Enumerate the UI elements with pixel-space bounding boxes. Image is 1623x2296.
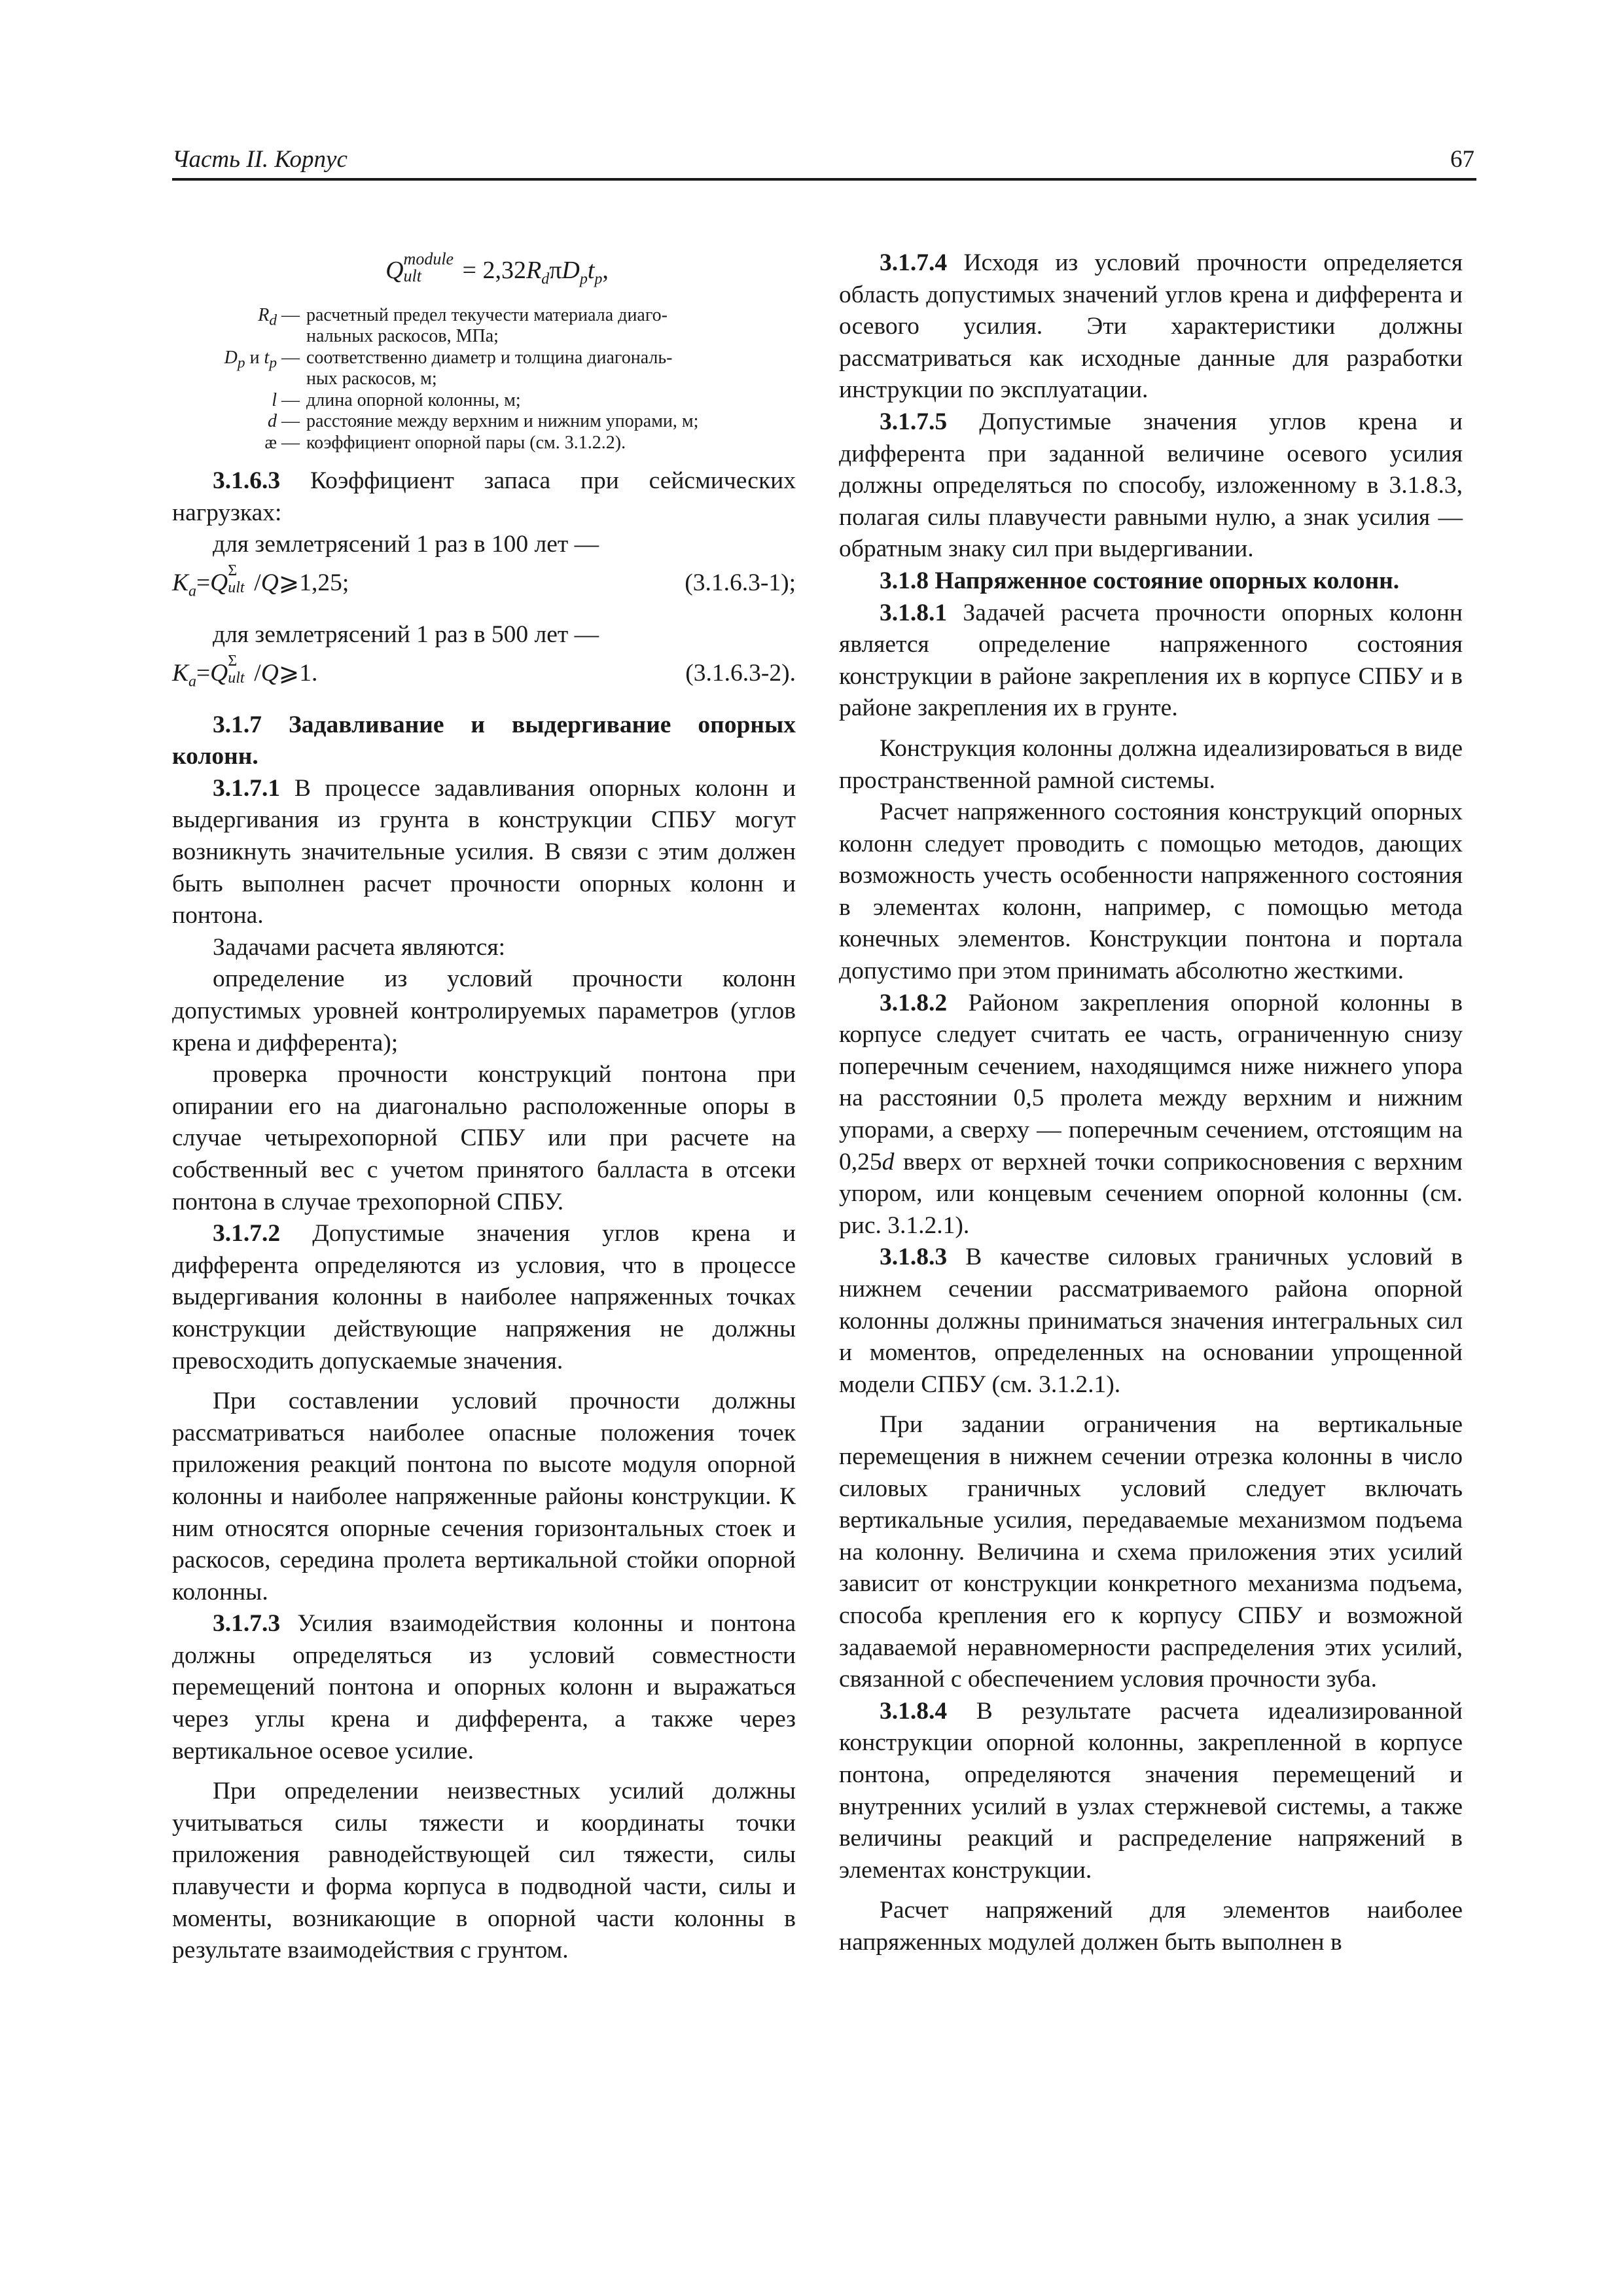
legend-item-d: d — расстояние между верхним и нижним упорами, м; [268, 411, 699, 432]
paragraph-stress-modules: Расчет напряжений для элементов наиболее напряженных модулей должен быть выполнен в [839, 1897, 1463, 1956]
section-heading-3-1-8: 3.1.8 Напряженное состояние опорных колонн. [880, 567, 1400, 594]
running-header [172, 145, 1474, 178]
paragraph-task-2: проверка прочности конструкций понтона при опирании его на диагонально расположенные опоры в случае четырехопорной СПБУ или при расчете на собственный вес с учетом принятого балласта в отсеки понтона в случае трехопорной СПБУ. [172, 1061, 796, 1215]
equation-number: (3.1.6.3-2). [685, 659, 796, 687]
right-column [839, 247, 1463, 1958]
formula-legend [172, 305, 796, 454]
paragraph-3-1-7-5: 3.1.7.5 Допустимые значения углов крена и дифферента при заданной величине осевого усилия должны определяться по способу, изложенному в 3.1.8.3, полагая силы плавучести равными нулю, а знак усилия — обратным знаку сил при выдергивании. [839, 408, 1463, 563]
page-number: 67 [1450, 146, 1474, 173]
equation-3-1-6-3-1: $K_a=Q$ Σ ult /Q⩾1,25; (3.1.6.3-1); [172, 567, 796, 607]
paragraph-task-1: определение из условий прочности колонн допустимых уровней контролируемых параметров (углов крена и дифферента); [172, 965, 796, 1056]
paragraph-3-1-8-2: 3.1.8.2 Районом закрепления опорной колонны в корпусе следует считать ее часть, ограниченную снизу поперечным сечением, находящимся ниже нижнего упора на расстоянии 0,5 пролета между верхним и нижним упорами, а сверху — поперечным сечением, отстоящим на 0,25d вверх от верхней точки соприкосновения с верхним упором, или концевым сечением опорной колонны (см. рис. 3.1.2.1). [839, 989, 1463, 1239]
paragraph-3-1-8-3: 3.1.8.3 В качестве силовых граничных условий в нижнем сечении рассматриваемого района опорной колонны должны приниматься значения интегральных сил и моментов, определенных на основании упрощенной модели СПБУ (см. 3.1.2.1). [839, 1244, 1463, 1398]
paragraph-3-1-8-1: 3.1.8.1 Задачей расчета прочности опорных колонн является определение напряженного состояния конструкции в районе закрепления их в корпусе СПБУ и в районе закрепления их в грунте. [839, 599, 1463, 722]
paragraph-stress-calculation: Расчет напряженного состояния конструкций опорных колонн следует проводить с помощью методов, дающих возможность учесть особенности напряженного состояния в элементах колонн, например, с помощью метода конечных элементов. Конструкции понтона и портала допустимо при этом принимать абсолютно жесткими. [839, 798, 1463, 985]
paragraph-strength-conditions: При составлении условий прочности должны рассматриваться наиболее опасные положения точек приложения реакций понтона по высоте модуля опорной колонны и наиболее напряженные районы конструкции. К ним относятся опорные сечения горизонтальных стоек и раскосов, середина пролета вертикальной стойки опорной колонны. [172, 1388, 796, 1605]
paragraph-500-years: для землетрясений 1 раз в 500 лет — [213, 620, 599, 648]
paragraph-3-1-8-4: 3.1.8.4 В результате расчета идеализированной конструкции опорной колонны, закрепленной в корпусе понтона, определяются значения перемещений и внутренних усилий в узлах стержневой системы, а также величины реакций и распределение напряжений в элементах конструкции. [839, 1697, 1463, 1884]
paragraph-3-1-7-1: 3.1.7.1 В процессе задавливания опорных колонн и выдергивания из грунта в конструкции СПБУ могут возникнуть значительные усилия. В связи с этим должен быть выполнен расчет прочности опорных колонн и понтона. [172, 774, 796, 929]
paragraph-100-years: для землетрясений 1 раз в 100 лет — [213, 531, 599, 558]
paragraph-vertical-limits: При задании ограничения на вертикальные перемещения в нижнем сечении отрезка колонны в число силовых граничных условий следует включать вертикальные усилия, передаваемые механизмом подъема на колонну. Величина и схема приложения этих усилий зависит от конструкции конкретного механизма подъема, способа крепления его к корпусу СПБУ и возможной задаваемой неравномерности распределения этих усилий, связанной с обеспечением условия прочности зуба. [839, 1411, 1463, 1693]
legend-item-l: l — длина опорной колонны, м; [272, 389, 521, 410]
paragraph-unknown-forces: При определении неизвестных усилий должны учитываться силы тяжести и координаты точки приложения равнодействующей сил тяжести, силы плавучести и форма корпуса в подводной части, силы и моменты, возникающие в опорной части колонны в результате взаимодействия с грунтом. [172, 1778, 796, 1964]
paragraph-3-1-7-2: 3.1.7.2 Допустимые значения углов крена и дифферента определяются из условия, что в процессе выдергивания колонны в наиболее напряженных точках конструкции действующие напряжения не должны превосходить допускаемые значения. [172, 1220, 796, 1374]
equation-3-1-6-3-2: $K_a=Q$ Σ ult /Q⩾1. (3.1.6.3-2). [172, 658, 796, 698]
paragraph-3-1-7-3: 3.1.7.3 Усилия взаимодействия колонны и понтона должны определяться из условий совместности перемещений понтона и опорных колонн и выражаться через углы крена и дифферента, а также через вертикальное осевое усилие. [172, 1610, 796, 1765]
legend-item-dp-tp: $D_p$ и $t_p$ — соответственно диаметр и толщина диагональ- ных раскосов, м; [224, 347, 673, 389]
header-rule [172, 178, 1476, 181]
paragraph-column-idealization: Конструкция колонны должна идеализироваться в виде пространственной рамной системы. [839, 734, 1463, 794]
legend-item-rd: $R_d$ — расчетный предел текучести материала диаго- нальных раскосов, МПа; [258, 304, 668, 347]
section-heading-3-1-7: 3.1.7 Задавливание и выдергивание опорных колонн. [172, 711, 796, 770]
left-column [172, 247, 796, 1967]
formula-q-ult-module: Q module ult = $2,32R_d\pi D_pt_p$, [385, 249, 609, 288]
paragraph-tasks: Задачами расчета являются: [213, 933, 506, 961]
equation-number: (3.1.6.3-1); [685, 569, 796, 596]
legend-item-ae: æ — коэффициент опорной пары (см. 3.1.2.2). [264, 432, 626, 453]
running-title: Часть II. Корпус [172, 146, 348, 173]
paragraph-3-1-6-3: 3.1.6.3 Коэффициент запаса при сейсмических нагрузках: [172, 467, 796, 526]
paragraph-3-1-7-4: 3.1.7.4 Исходя из условий прочности определяется область допустимых значений углов крена и дифферента и осевого усилия. Эти характеристики должны рассматриваться как исходные данные для разработки инструкции по эксплуатации. [839, 249, 1463, 404]
